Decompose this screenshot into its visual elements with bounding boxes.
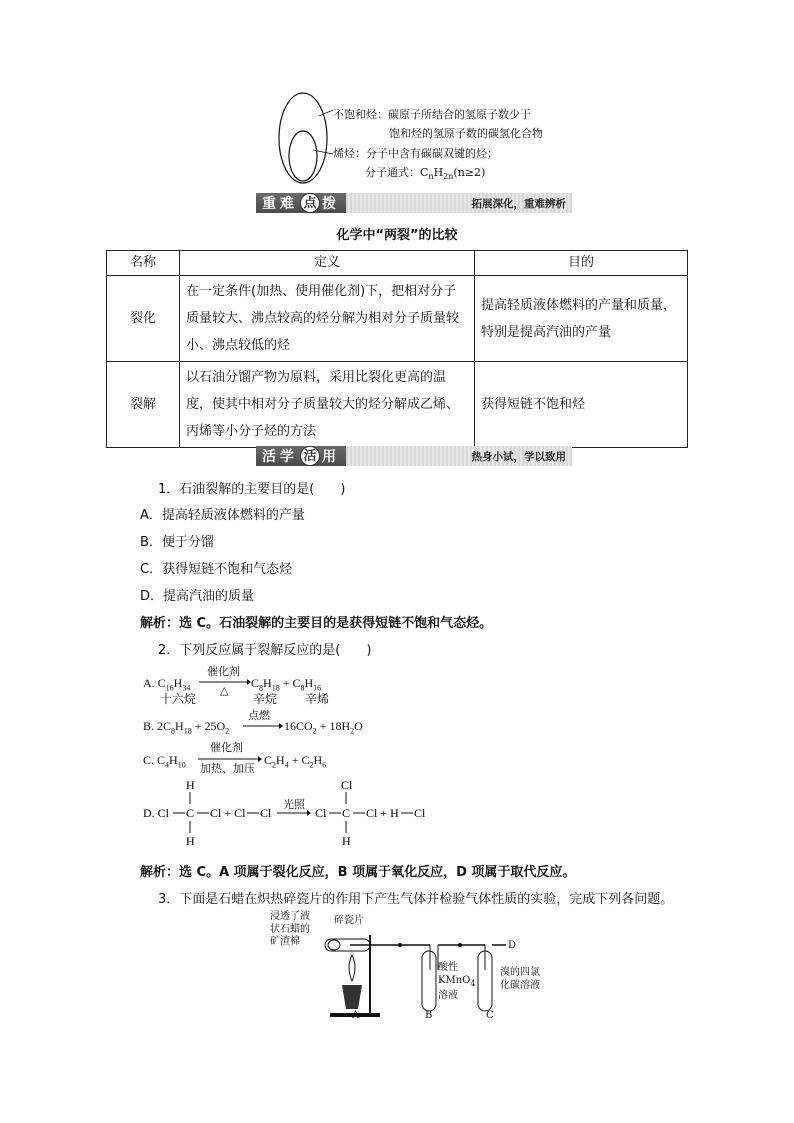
svg-text:H: H xyxy=(186,778,195,792)
label-porcelain: 碎瓷片 xyxy=(334,915,364,926)
alkene-def-line1: 烯烃：分子中含有碳碳双键的烃； xyxy=(333,147,498,160)
q2-a-name1: 十六烷 xyxy=(160,692,197,706)
q2-stem: 2．下列反应属于裂解反应的是( ) xyxy=(158,643,372,658)
svg-text:Cl: Cl xyxy=(260,806,272,820)
svg-text:C: C xyxy=(186,806,195,820)
q2-d-cond: 光照 xyxy=(283,798,305,811)
q1-answer: 解析：选 C。石油裂解的主要目的是获得短链不饱和气态烃。 xyxy=(140,616,493,631)
svg-text:Cl: Cl xyxy=(341,778,353,792)
q2-a-name3: 辛烯 xyxy=(305,692,330,706)
label-d: D xyxy=(508,940,517,951)
label-a: A xyxy=(352,1010,360,1021)
label-mineral-wool: 浸透了液 状石蜡的 矿渣棉 xyxy=(270,911,310,947)
row-goal: 获得短链不饱和烃 xyxy=(475,362,688,448)
key-points-title: 重 难 点 拨 xyxy=(256,193,346,213)
svg-text:C: C xyxy=(342,806,351,820)
svg-text:Cl: Cl xyxy=(315,806,327,820)
label-bromine: 溴的四氯 化碳溶液 xyxy=(500,967,540,991)
row-name: 裂化 xyxy=(107,276,180,362)
q3-stem: 3．下面是石蜡在炽热碎瓷片的作用下产生气体并检验气体性质的实验，完成下列各问题。 xyxy=(158,892,674,907)
practice-banner xyxy=(256,446,572,466)
q1-stem: 1．石油裂解的主要目的是( ) xyxy=(158,482,346,497)
row-name: 裂解 xyxy=(107,362,180,448)
comparison-table xyxy=(106,250,688,448)
unsaturated-def-line2: 饱和烃的氢原子数的碳氢化合物 xyxy=(389,127,543,140)
table-row xyxy=(107,362,688,448)
practice-tag: 热身小试，学以致用 xyxy=(346,446,572,466)
q2-answer: 解析：选 C。A 项属于裂化反应，B 项属于氧化反应，D 项属于取代反应。 xyxy=(140,865,576,880)
svg-text:H: H xyxy=(186,834,195,848)
practice-title: 活 学 活 用 xyxy=(256,446,346,466)
svg-text:Cl + H: Cl + H xyxy=(366,806,399,820)
q2-option-b: B. $2C_8H_{18} + 25O_2$ xyxy=(143,719,230,736)
q1-option-d: D．提高汽油的质量 xyxy=(140,589,255,604)
q2-c-products: $C_2H_4 + C_2H_6$ xyxy=(264,753,327,770)
key-points-tag: 拓展深化，重难辨析 xyxy=(346,193,572,213)
row-goal: 提高轻质液体燃料的产量和质量，特别是提高汽油的产量 xyxy=(475,276,688,362)
q2-option-d-structure xyxy=(143,778,443,848)
svg-text:H: H xyxy=(342,834,351,848)
q2-option-c: C. $C_4H_{10}$ xyxy=(143,753,186,770)
q2-c-cond-bottom: 加热、加压 xyxy=(200,762,255,775)
alkene-formula: 分子通式：$C_nH_{2n}(n\ge 2)$ xyxy=(365,166,486,182)
q1-option-b: B．便于分馏 xyxy=(140,535,214,550)
table-header-row xyxy=(107,251,688,276)
label-c: C xyxy=(486,1010,494,1021)
label-kmno4: 酸性 KMnO$_4$ 溶液 xyxy=(438,962,476,1002)
q2-a-cond-top: 催化剂 xyxy=(207,665,240,678)
unsaturated-def-line1: 不饱和烃：碳原子所结合的氢原子数少于 xyxy=(333,108,531,121)
header-name: 名称 xyxy=(107,251,180,276)
q2-a-products: $C_8H_{18} + C_8H_{16}$ xyxy=(251,676,322,693)
label-b: B xyxy=(425,1010,433,1021)
header-definition: 定义 xyxy=(180,251,475,276)
hydrocarbon-venn-diagram xyxy=(275,88,335,188)
q2-a-name2: 辛烷 xyxy=(253,692,278,706)
table-row xyxy=(107,276,688,362)
svg-text:D. Cl: D. Cl xyxy=(143,806,170,820)
q1-option-c: C．获得短链不饱和气态烃 xyxy=(140,562,293,577)
row-definition: 在一定条件(加热、使用催化剂)下，把相对分子质量较大、沸点较高的烃分解为相对分子质量较小、沸点较低的烃 xyxy=(180,276,475,362)
header-goal: 目的 xyxy=(475,251,688,276)
row-definition: 以石油分馏产物为原料，采用比裂化更高的温度，使其中相对分子质量较大的烃分解成乙烯、丙烯等小分子烃的方法 xyxy=(180,362,475,448)
q2-a-cond-bottom: △ xyxy=(220,684,229,697)
table-title: 化学中“两裂”的比较 xyxy=(336,228,458,243)
q2-b-cond: 点燃 xyxy=(248,709,270,722)
reaction-arrow-icon xyxy=(243,722,283,730)
key-points-banner xyxy=(256,193,572,213)
q2-option-a: A. $C_{16}H_{34}$ xyxy=(143,676,191,693)
q2-c-cond-top: 催化剂 xyxy=(210,741,243,754)
svg-text:Cl: Cl xyxy=(414,806,426,820)
q1-option-a: A．提高轻质液体燃料的产量 xyxy=(140,508,305,523)
svg-text:Cl + Cl: Cl + Cl xyxy=(210,806,246,820)
q2-b-products: $16CO_2 + 18H_2O$ xyxy=(284,719,363,736)
